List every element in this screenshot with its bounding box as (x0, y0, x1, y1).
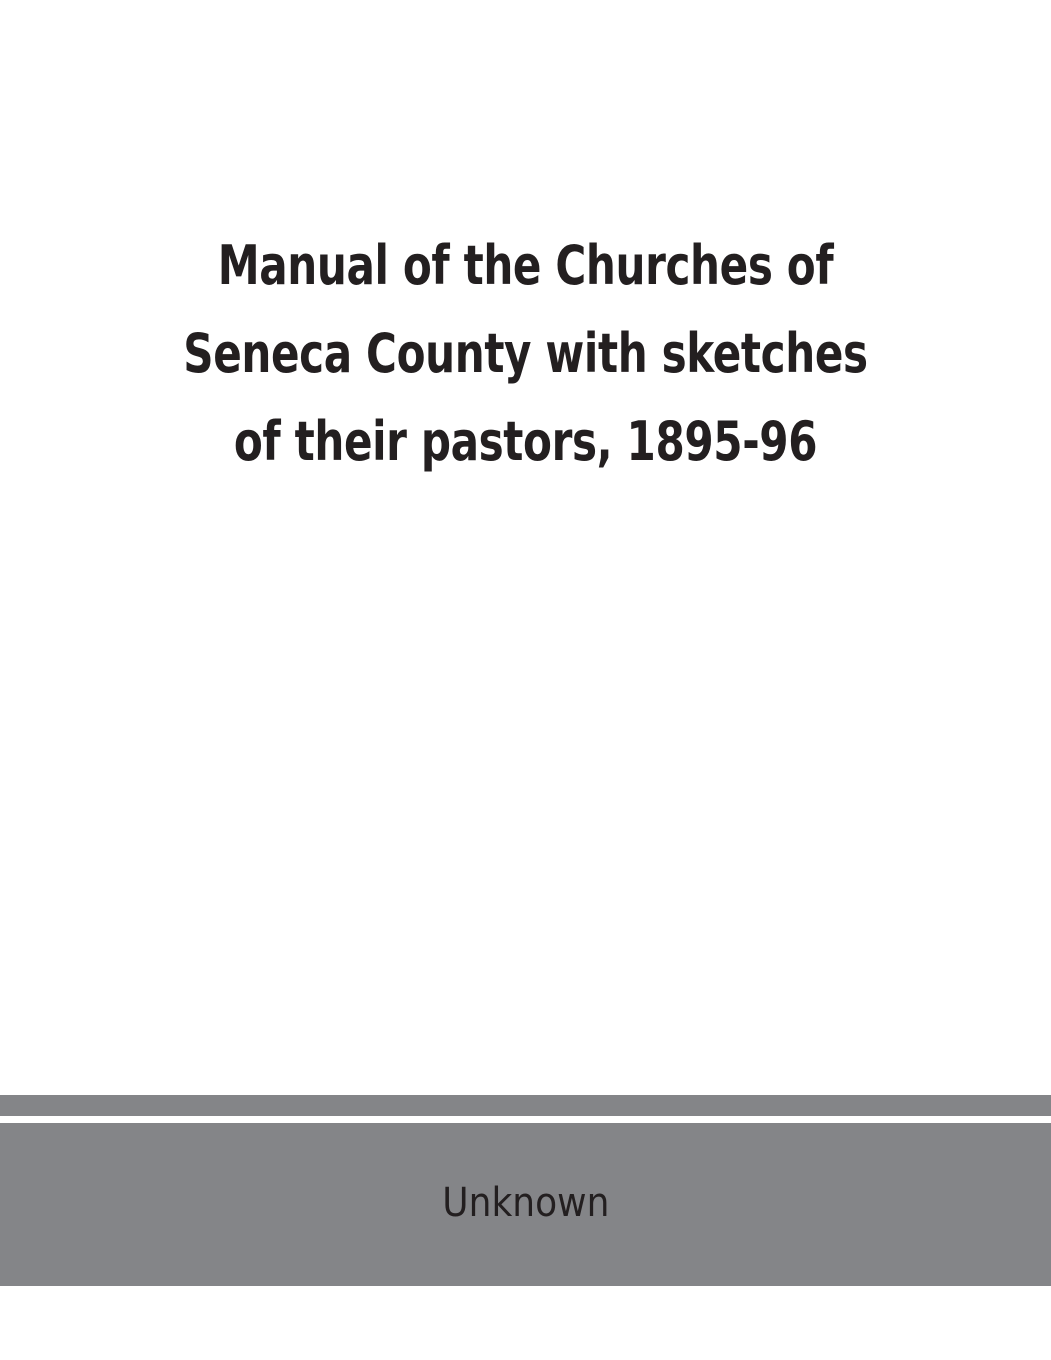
title-line-3: of their pastors, 1895-96 (233, 410, 818, 473)
title-line-1: Manual of the Churches of (217, 234, 834, 297)
book-title (0, 222, 1051, 486)
book-author (0, 1178, 1051, 1228)
title-line-2: Seneca County with sketches (183, 322, 868, 385)
author-name: Unknown (441, 1180, 610, 1226)
decorative-band-thin (0, 1095, 1051, 1116)
